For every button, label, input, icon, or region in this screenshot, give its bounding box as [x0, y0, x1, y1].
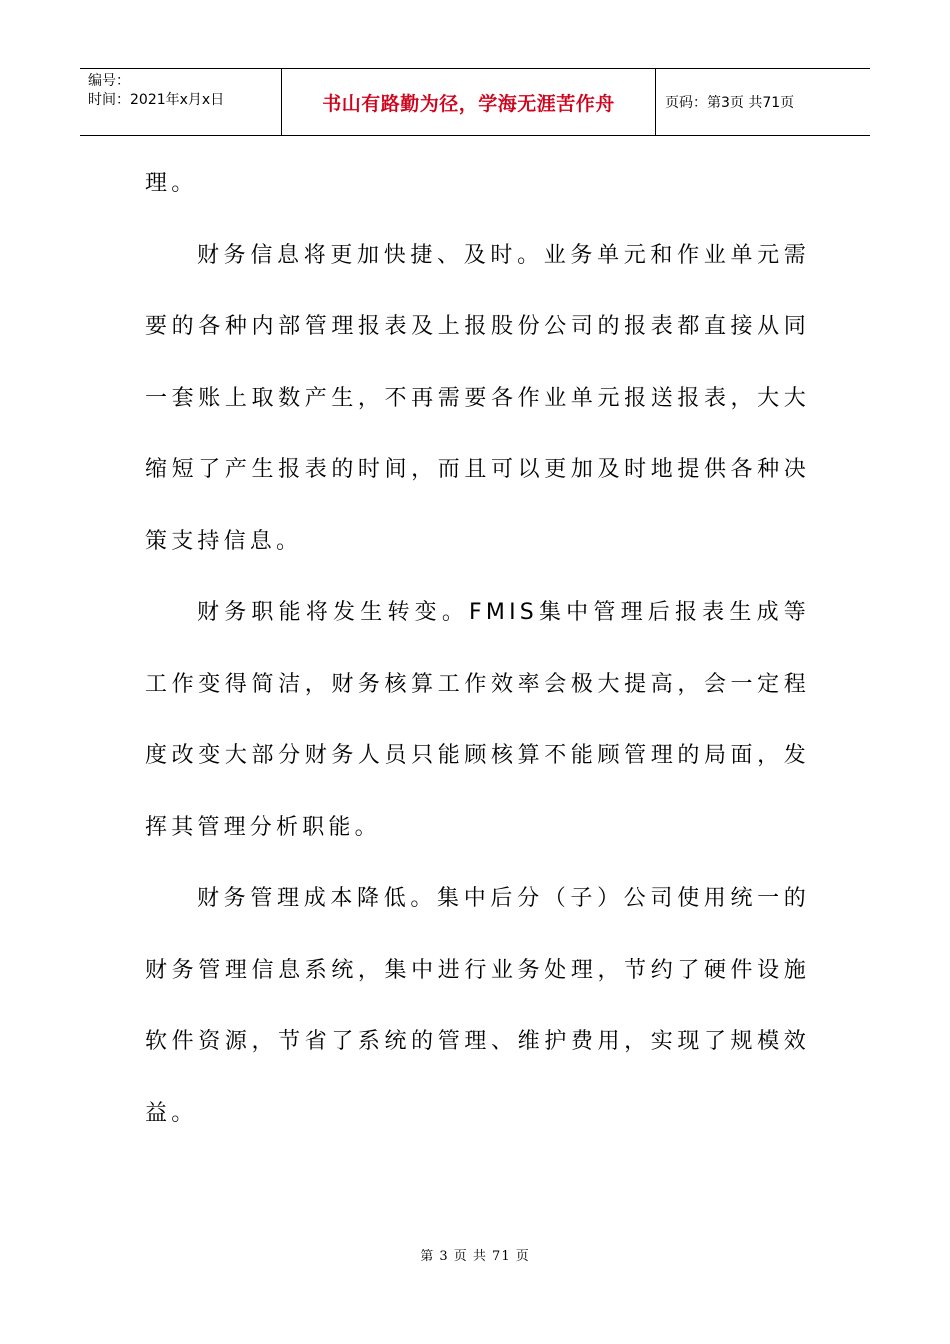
paragraph-financial-function: 财务职能将发生转变。FMIS集中管理后报表生成等工作变得简洁，财务核算工作效率会极大提高，会一定程度改变大部分财务人员只能顾核算不能顾管理的局面，发挥其管理分析职能。 [145, 600, 810, 840]
header-meta [80, 69, 282, 135]
page-header [80, 68, 870, 136]
document-number-label: 编号： [88, 73, 130, 89]
paragraph-financial-information: 财务信息将更加快捷、及时。业务单元和作业单元需要的各种内部管理报表及上报股份公司的报表都直接从同一套账上取数产生，不再需要各作业单元报送报表，大大缩短了产生报表的时间，而且可以更加及时地提供各种决策支持信息。 [145, 242, 810, 554]
paragraph-management-cost: 财务管理成本降低。集中后分（子）公司使用统一的财务管理信息系统，集中进行业务处理，节约了硬件设施软件资源，节省了系统的管理、维护费用，实现了规模效益。 [145, 886, 810, 1126]
page-footer: 第 3 页 共 71 页 [420, 1249, 530, 1264]
header-motto: 书山有路勤为径，学海无涯苦作舟 [282, 69, 656, 135]
paragraph-continuation: 理。 [145, 171, 198, 196]
document-body [145, 148, 810, 1149]
document-time-label: 时间：2021年x月x日 [88, 92, 225, 108]
header-page-info: 页码：第3页 共71页 [665, 95, 795, 111]
